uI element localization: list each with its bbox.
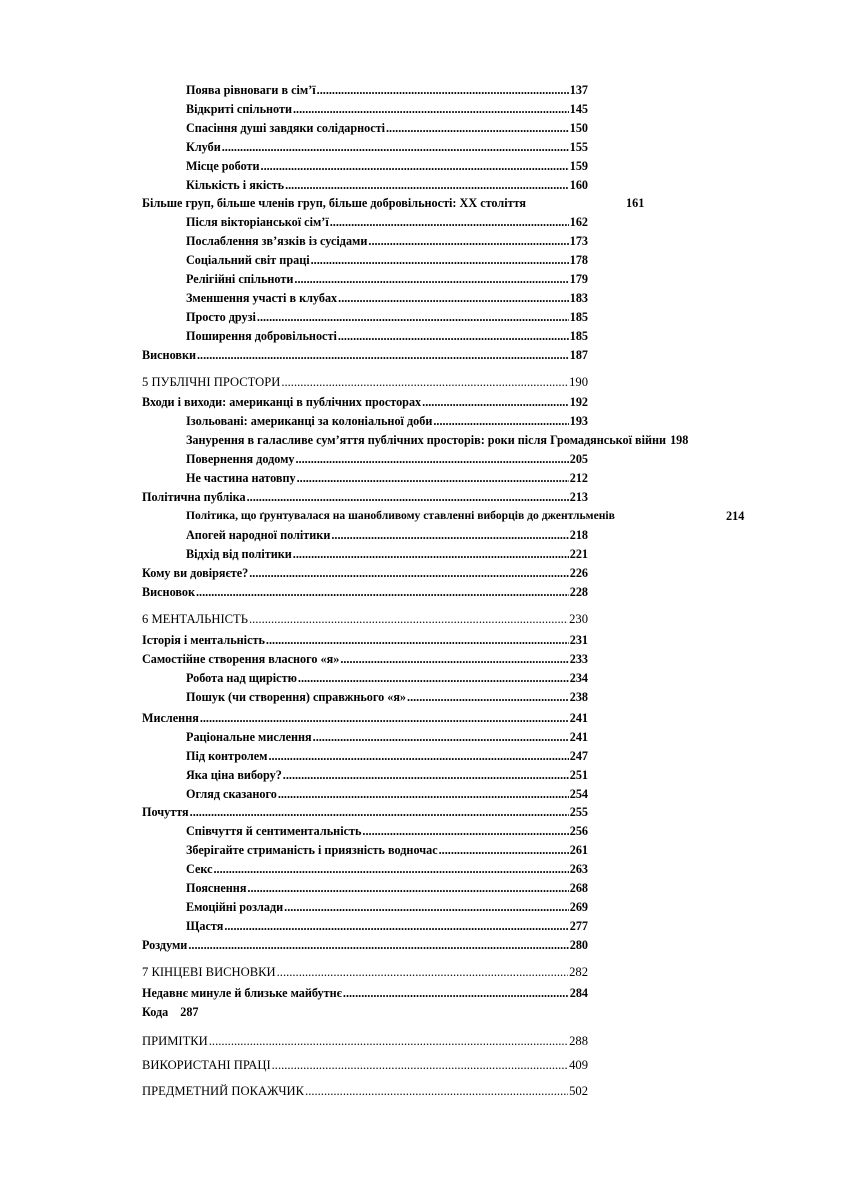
- leader-dots: [188, 935, 568, 955]
- toc-entry-page: 173: [569, 234, 588, 248]
- leader-dots: [297, 468, 569, 488]
- toc-entry-page: 221: [569, 547, 588, 561]
- toc-entry-page: 145: [569, 102, 588, 116]
- toc-entry: [186, 840, 588, 860]
- toc-entry-page: 198: [670, 433, 689, 447]
- toc-entry-title: ПРИМІТКИ: [142, 1034, 208, 1048]
- toc-entry: [142, 487, 588, 507]
- toc-entry-title: Яка ціна вибору?: [186, 768, 282, 782]
- toc-entry-page: 288: [569, 1034, 588, 1048]
- leader-dots: [338, 288, 569, 308]
- toc-entry: [142, 193, 526, 213]
- toc-entry-title: Клуби: [186, 140, 221, 154]
- toc-entry-page: 277: [569, 919, 588, 933]
- toc-entry: [186, 506, 615, 526]
- toc-entry-title: Повернення додому: [186, 452, 295, 466]
- toc-entry: [186, 175, 588, 195]
- toc-entry: [186, 765, 588, 785]
- toc-entry-page: 218: [569, 528, 588, 542]
- toc-entry: [142, 649, 588, 669]
- toc-entry-page: 160: [569, 178, 588, 192]
- toc-entry-title: Занурення в галасливе сум’яття публічних просторів: роки після Громадянської війни: [186, 433, 667, 447]
- toc-entry: [186, 326, 588, 346]
- toc-entry-page: 282: [569, 965, 588, 979]
- toc-entry-title: 5 ПУБЛІЧНІ ПРОСТОРИ: [142, 375, 281, 389]
- leader-dots: [224, 916, 568, 936]
- toc-entry-title: Апогей народної політики: [186, 528, 331, 542]
- toc-entry: [142, 392, 588, 412]
- toc-entry-title: Емоційні розлади: [186, 900, 284, 914]
- leader-dots: [222, 137, 569, 157]
- leader-dots: [331, 525, 568, 545]
- leader-dots: [433, 411, 568, 431]
- toc-entry-page: 269: [569, 900, 588, 914]
- leader-dots: [196, 582, 569, 602]
- toc-entry-page: 187: [569, 348, 588, 362]
- toc-entry: [186, 118, 588, 138]
- toc-entry-title: Поява рівноваги в сім’ї: [186, 83, 316, 97]
- toc-entry-page: 162: [569, 215, 588, 229]
- toc-entry-title: Просто друзі: [186, 310, 256, 324]
- toc-entry: [186, 269, 588, 289]
- toc-entry: [142, 609, 588, 629]
- toc-entry-page: 255: [569, 805, 588, 819]
- toc-entry-page: 230: [569, 612, 588, 626]
- toc-entry: [142, 802, 588, 822]
- leader-dots: [362, 821, 568, 841]
- leader-dots: [247, 487, 569, 507]
- toc-entry-title: Спасіння душі завдяки солідарності: [186, 121, 385, 135]
- toc-entry: [186, 878, 588, 898]
- toc-entry-page: 268: [569, 881, 588, 895]
- toc-entry-title: Місце роботи: [186, 159, 260, 173]
- toc-entry-title: Послаблення зв’язків із сусідами: [186, 234, 368, 248]
- toc-entry-page: 192: [569, 395, 588, 409]
- toc-entry-page: 254: [569, 787, 588, 801]
- toc-entry-title: Секс: [186, 862, 213, 876]
- toc-entry: [142, 708, 588, 728]
- leader-dots: [283, 765, 569, 785]
- toc-entry-title: Не частина натовпу: [186, 471, 296, 485]
- toc-entry-page: 185: [569, 310, 588, 324]
- toc-entry-page: 137: [569, 83, 588, 97]
- toc-entry-page: 280: [569, 938, 588, 952]
- leader-dots: [285, 175, 569, 195]
- toc-entry-title: ПРЕДМЕТНИЙ ПОКАЖЧИК: [142, 1084, 305, 1098]
- toc-entry-page: 231: [569, 633, 588, 647]
- toc-entry: [186, 430, 688, 450]
- toc-entry-page: 185: [569, 329, 588, 343]
- leader-dots: [249, 609, 568, 629]
- toc-entry-title: Зберігайте стриманість і приязність водночас: [186, 843, 438, 857]
- toc-entry: [142, 935, 588, 955]
- toc-entry-page: 150: [569, 121, 588, 135]
- leader-dots: [330, 212, 569, 232]
- toc-entry-page: 226: [569, 566, 588, 580]
- leader-dots: [439, 840, 569, 860]
- leader-dots: [407, 687, 569, 707]
- leader-dots: [343, 983, 569, 1003]
- toc-entry: [142, 1002, 199, 1022]
- toc-entry-title: Мислення: [142, 711, 199, 725]
- toc-entry-title: ВИКОРИСТАНІ ПРАЦІ: [142, 1058, 271, 1072]
- toc-entry-title: Політична публіка: [142, 490, 246, 504]
- toc-entry-page: 193: [569, 414, 588, 428]
- toc-entry-page: 251: [569, 768, 588, 782]
- toc-entry-page: 155: [569, 140, 588, 154]
- leader-dots: [272, 1055, 568, 1075]
- toc-entry: [186, 449, 588, 469]
- leader-dots: [311, 250, 569, 270]
- toc-entry: [186, 231, 588, 251]
- toc-entry: [186, 80, 588, 100]
- leader-dots: [296, 449, 569, 469]
- leader-dots: [284, 897, 569, 917]
- toc-entry: [186, 212, 588, 232]
- leader-dots: [386, 118, 569, 138]
- toc-entry: [186, 156, 588, 176]
- toc-entry: [142, 1081, 588, 1101]
- toc-entry-page: 205: [569, 452, 588, 466]
- toc-entry-title: Роздуми: [142, 938, 188, 952]
- toc-entry-page: 241: [569, 711, 588, 725]
- toc-entry-page: 261: [569, 843, 588, 857]
- toc-entry-page: 183: [569, 291, 588, 305]
- leader-dots: [294, 269, 568, 289]
- toc-entry-title: Кількість і якість: [186, 178, 285, 192]
- toc-entry-page: 247: [569, 749, 588, 763]
- toc-entry-page: 284: [569, 986, 588, 1000]
- leader-dots: [209, 1031, 568, 1051]
- toc-entry: [186, 784, 588, 804]
- toc-entry: [142, 1031, 588, 1051]
- toc-entry-page: 161: [626, 196, 645, 210]
- toc-entry: [142, 962, 588, 982]
- toc-entry-title: Релігійні спільноти: [186, 272, 294, 286]
- toc-entry-title: Пояснення: [186, 881, 247, 895]
- leader-dots: [281, 372, 568, 392]
- leader-dots: [257, 307, 569, 327]
- toc-entry: [142, 983, 588, 1003]
- toc-entry-title: Співчуття й сентиментальність: [186, 824, 362, 838]
- toc-entry-page: 287: [180, 1005, 199, 1019]
- toc-entry-title: Висновки: [142, 348, 196, 362]
- toc-entry: [186, 668, 588, 688]
- leader-dots: [313, 727, 569, 747]
- toc-entry-title: Огляд сказаного: [186, 787, 277, 801]
- toc-entry-title: Пошук (чи створення) справжнього «я»: [186, 690, 407, 704]
- toc-entry-title: Відкриті спільноти: [186, 102, 292, 116]
- toc-entry-page: 241: [569, 730, 588, 744]
- toc-entry: [186, 137, 588, 157]
- leader-dots: [268, 746, 568, 766]
- toc-entry-page: 238: [569, 690, 588, 704]
- toc-entry-title: Зменшення участі в клубах: [186, 291, 338, 305]
- toc-entry: [186, 411, 588, 431]
- toc-entry: [142, 1055, 588, 1075]
- toc-entry: [186, 468, 588, 488]
- toc-entry: [186, 727, 588, 747]
- toc-entry-page: 234: [569, 671, 588, 685]
- toc-entry: [186, 525, 588, 545]
- toc-entry: [142, 563, 588, 583]
- toc-entry: [142, 582, 588, 602]
- leader-dots: [277, 962, 568, 982]
- toc-entry-title: Відхід від політики: [186, 547, 292, 561]
- leader-dots: [261, 156, 569, 176]
- toc-entry-title: Самостійне створення власного «я»: [142, 652, 340, 666]
- leader-dots: [293, 544, 569, 564]
- toc-entry-title: 7 КІНЦЕВІ ВИСНОВКИ: [142, 965, 276, 979]
- toc-entry-title: Кому ви довіряєте?: [142, 566, 249, 580]
- toc-entry: [186, 746, 588, 766]
- toc-entry-title: Більше груп, більше членів груп, більше добровільності: XX століття: [142, 196, 526, 210]
- leader-dots: [293, 99, 569, 119]
- toc-entry-title: Під контролем: [186, 749, 268, 763]
- toc-entry: [142, 345, 588, 365]
- toc-entry-page: 178: [569, 253, 588, 267]
- leader-dots: [338, 326, 569, 346]
- leader-dots: [298, 668, 569, 688]
- toc-entry: [186, 288, 588, 308]
- toc-entry-title: Входи і виходи: американці в публічних просторах: [142, 395, 422, 409]
- toc-entry-title: Соціальний світ праці: [186, 253, 310, 267]
- toc-entry-page: 263: [569, 862, 588, 876]
- toc-entry-title: Щастя: [186, 919, 224, 933]
- toc-entry-title: Висновок: [142, 585, 195, 599]
- toc-entry-page: 212: [569, 471, 588, 485]
- toc-entry: [142, 372, 588, 392]
- toc-entry-title: 6 МЕНТАЛЬНІСТЬ: [142, 612, 248, 626]
- toc-entry-title: Історія і ментальність: [142, 633, 265, 647]
- toc-entry: [186, 99, 588, 119]
- toc-entry: [186, 250, 588, 270]
- leader-dots: [247, 878, 568, 898]
- toc-entry: [186, 859, 588, 879]
- leader-dots: [190, 802, 569, 822]
- toc-entry: [142, 630, 588, 650]
- toc-entry-title: Після вікторіанської сім’ї: [186, 215, 329, 229]
- leader-dots: [340, 649, 568, 669]
- toc-entry: [186, 687, 588, 707]
- leader-dots: [249, 563, 568, 583]
- toc-entry: [186, 821, 588, 841]
- toc-entry-page: 228: [569, 585, 588, 599]
- toc-entry-title: Політика, що ґрунтувалася на шанобливому ставленні виборців до джентльменів: [186, 509, 615, 522]
- toc-entry-page: 233: [569, 652, 588, 666]
- toc-entry: [186, 897, 588, 917]
- toc-entry-page: 409: [569, 1058, 588, 1072]
- leader-dots: [197, 345, 569, 365]
- toc-entry-title: Недавнє минуле й близьке майбутнє: [142, 986, 342, 1000]
- toc-entry-page: 179: [569, 272, 588, 286]
- toc-entry-page: 502: [569, 1084, 588, 1098]
- toc-entry-title: Почуття: [142, 805, 189, 819]
- toc-entry-page: 190: [569, 375, 588, 389]
- toc-entry-page: 256: [569, 824, 588, 838]
- toc-entry-title: Робота над щирістю: [186, 671, 297, 685]
- toc-entry: [186, 916, 588, 936]
- leader-dots: [278, 784, 569, 804]
- leader-dots: [368, 231, 568, 251]
- toc-entry: [186, 544, 588, 564]
- toc-entry-title: Поширення добровільності: [186, 329, 337, 343]
- leader-dots: [214, 859, 569, 879]
- leader-dots: [317, 80, 569, 100]
- toc-entry-page: 214: [726, 509, 745, 523]
- toc-entry-title: Кода: [142, 1005, 169, 1019]
- toc-entry-page: 159: [569, 159, 588, 173]
- toc-entry-title: Раціональне мислення: [186, 730, 312, 744]
- leader-dots: [200, 708, 569, 728]
- leader-dots: [422, 392, 569, 412]
- toc-entry: [186, 307, 588, 327]
- toc-entry-page: 213: [569, 490, 588, 504]
- leader-dots: [305, 1081, 568, 1101]
- leader-dots: [266, 630, 569, 650]
- toc-entry-title: Ізольовані: американці за колоніальної доби: [186, 414, 433, 428]
